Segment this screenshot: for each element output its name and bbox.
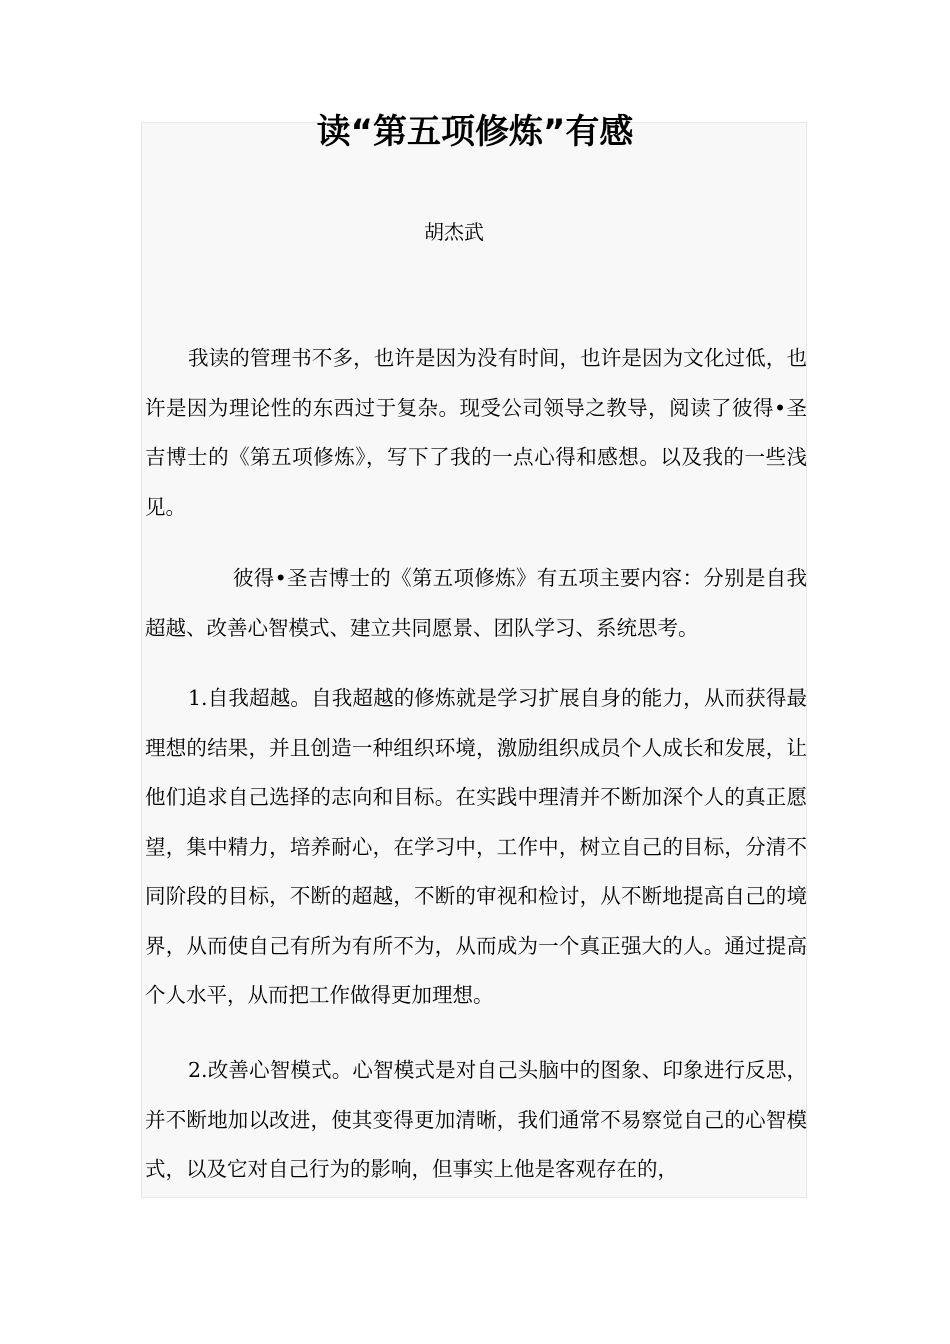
document-content-area xyxy=(141,122,807,1198)
paragraph-self-mastery: 1.自我超越。自我超越的修炼就是学习扩展自身的能力，从而获得最理想的结果，并且创造一种组织环境，激励组织成员个人成长和发展，让他们追求自己选择的志向和目标。在实践中理清并不断加深个人的真正愿望，集中精力，培养耐心，在学习中，工作中，树立自己的目标，分清不同阶段的目标，不断的超越，不断的审视和检讨，从不断地提高自己的境界，从而使自己有所为有所不为，从而成为一个真正强大的人。通过提高个人水平，从而把工作做得更加理想。 xyxy=(145,686,807,1007)
document-title: 读“第五项修炼”有感 xyxy=(316,112,634,152)
author-name: 胡杰武 xyxy=(424,220,484,244)
paragraph-intro: 我读的管理书不多，也许是因为没有时间，也许是因为文化过低，也许是因为理论性的东西过于复杂。现受公司领导之教导，阅读了彼得•圣吉博士的《第五项修炼》，写下了我的一点心得和感想。以及我的一些浅见。 xyxy=(145,346,807,519)
paragraph-mental-models: 2.改善心智模式。心智模式是对自己头脑中的图象、印象进行反思，并不断地加以改进，使其变得更加清晰，我们通常不易察觉自己的心智模式，以及它对自己行为的影响，但事实上他是客观存在的， xyxy=(145,1058,807,1181)
paragraph-overview: 彼得•圣吉博士的《第五项修炼》有五项主要内容：分别是自我超越、改善心智模式、建立共同愿景、团队学习、系统思考。 xyxy=(145,566,807,640)
